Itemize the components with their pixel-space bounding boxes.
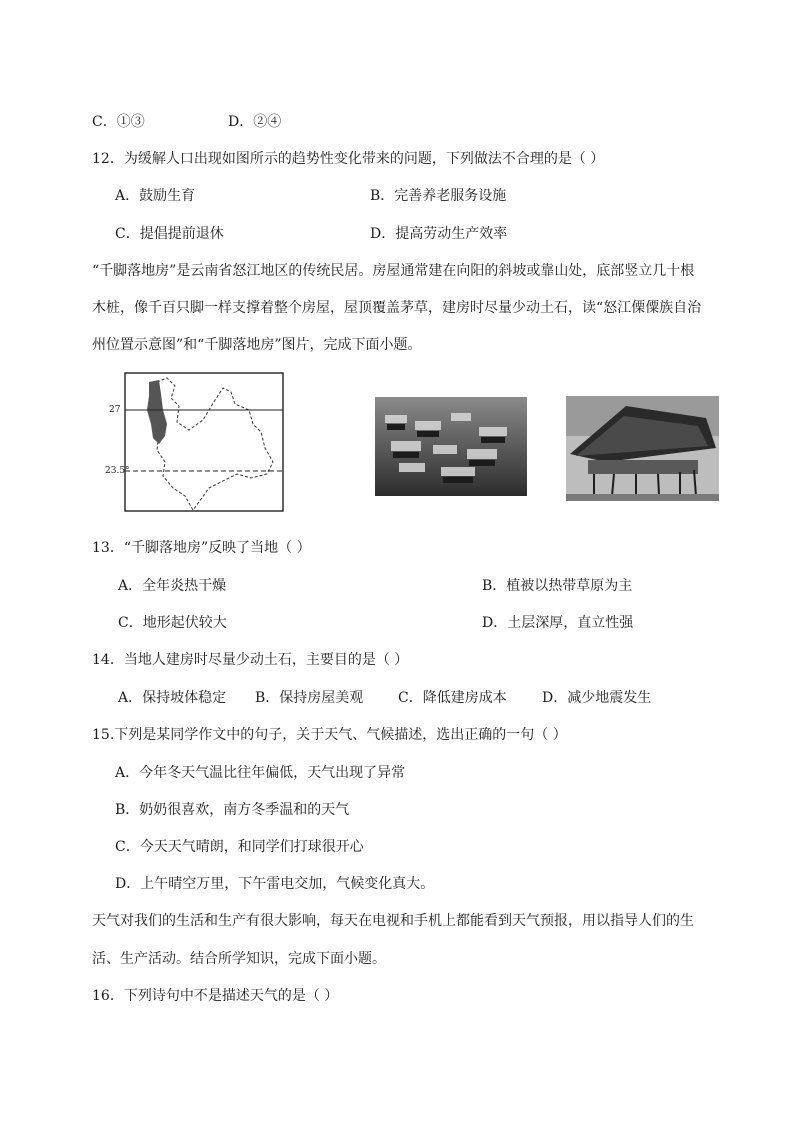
q15-option-c: C．今天天气晴朗，和同学们打球很开心 — [115, 839, 364, 855]
passage2-line-1: 天气对我们的生活和生产有很大影响，每天在电视和手机上都能看到天气预报，用以指导人们的生 — [92, 913, 694, 929]
q11-option-d: D．②④ — [228, 114, 282, 130]
passage1-line-1: “千脚落地房”是云南省怒江地区的传统民居。房屋通常建在向阳的斜坡或靠山处，底部竖立几十根 — [92, 263, 695, 279]
nujiang-location-map — [105, 370, 290, 518]
q15-stem: 15.下列是某同学作文中的句子，关于天气、气候描述，选出正确的一句（ ） — [92, 727, 567, 743]
q13-option-c: C．地形起伏较大 — [118, 615, 227, 631]
q15-option-d: D．上午晴空万里，下午雷电交加，气候变化真大。 — [115, 876, 435, 892]
latitude-23-5-label: 23.5° — [105, 466, 130, 476]
q14-option-d: D．减少地震发生 — [542, 690, 652, 706]
q12-option-d: D．提高劳动生产效率 — [370, 226, 508, 242]
q12-option-c: C．提倡提前退休 — [115, 226, 224, 242]
q14-option-c: C．降低建房成本 — [398, 690, 507, 706]
q13-option-a: A．全年炎热干燥 — [118, 578, 227, 594]
passage1-line-2: 木桩，像千百只脚一样支撑着整个房屋，屋顶覆盖茅草，建房时尽量少动土石，读“怒江傈僳族自治 — [92, 300, 702, 316]
stilt-house-photo — [566, 396, 719, 501]
q13-option-b: B．植被以热带草原为主 — [482, 578, 633, 594]
q15-option-a: A．今年冬天气温比往年偏低，天气出现了异常 — [115, 765, 406, 781]
q14-option-b: B．保持房屋美观 — [255, 690, 364, 706]
q14-option-a: A．保持坡体稳定 — [118, 690, 227, 706]
q12-option-a: A．鼓励生育 — [115, 188, 196, 204]
latitude-27-label: 27 — [109, 405, 121, 415]
q11-option-c: C．①③ — [92, 114, 145, 130]
passage1-line-3: 州位置示意图”和“千脚落地房”图片，完成下面小题。 — [92, 337, 422, 353]
q12-option-b: B．完善养老服务设施 — [370, 188, 507, 204]
q13-option-d: D．土层深厚，直立性强 — [482, 615, 634, 631]
q16-stem: 16．下列诗句中不是描述天气的是（ ） — [92, 988, 339, 1004]
q15-option-b: B．奶奶很喜欢，南方冬季温和的天气 — [115, 802, 350, 818]
q12-stem: 12．为缓解人口出现如图所示的趋势性变化带来的问题，下列做法不合理的是（ ） — [92, 151, 605, 167]
q13-stem: 13．“千脚落地房”反映了当地（ ） — [92, 540, 311, 556]
passage2-line-2: 活、生产活动。结合所学知识，完成下面小题。 — [92, 951, 386, 967]
village-slope-photo — [375, 397, 527, 496]
q14-stem: 14．当地人建房时尽量少动土石，主要目的是（ ） — [92, 652, 409, 668]
